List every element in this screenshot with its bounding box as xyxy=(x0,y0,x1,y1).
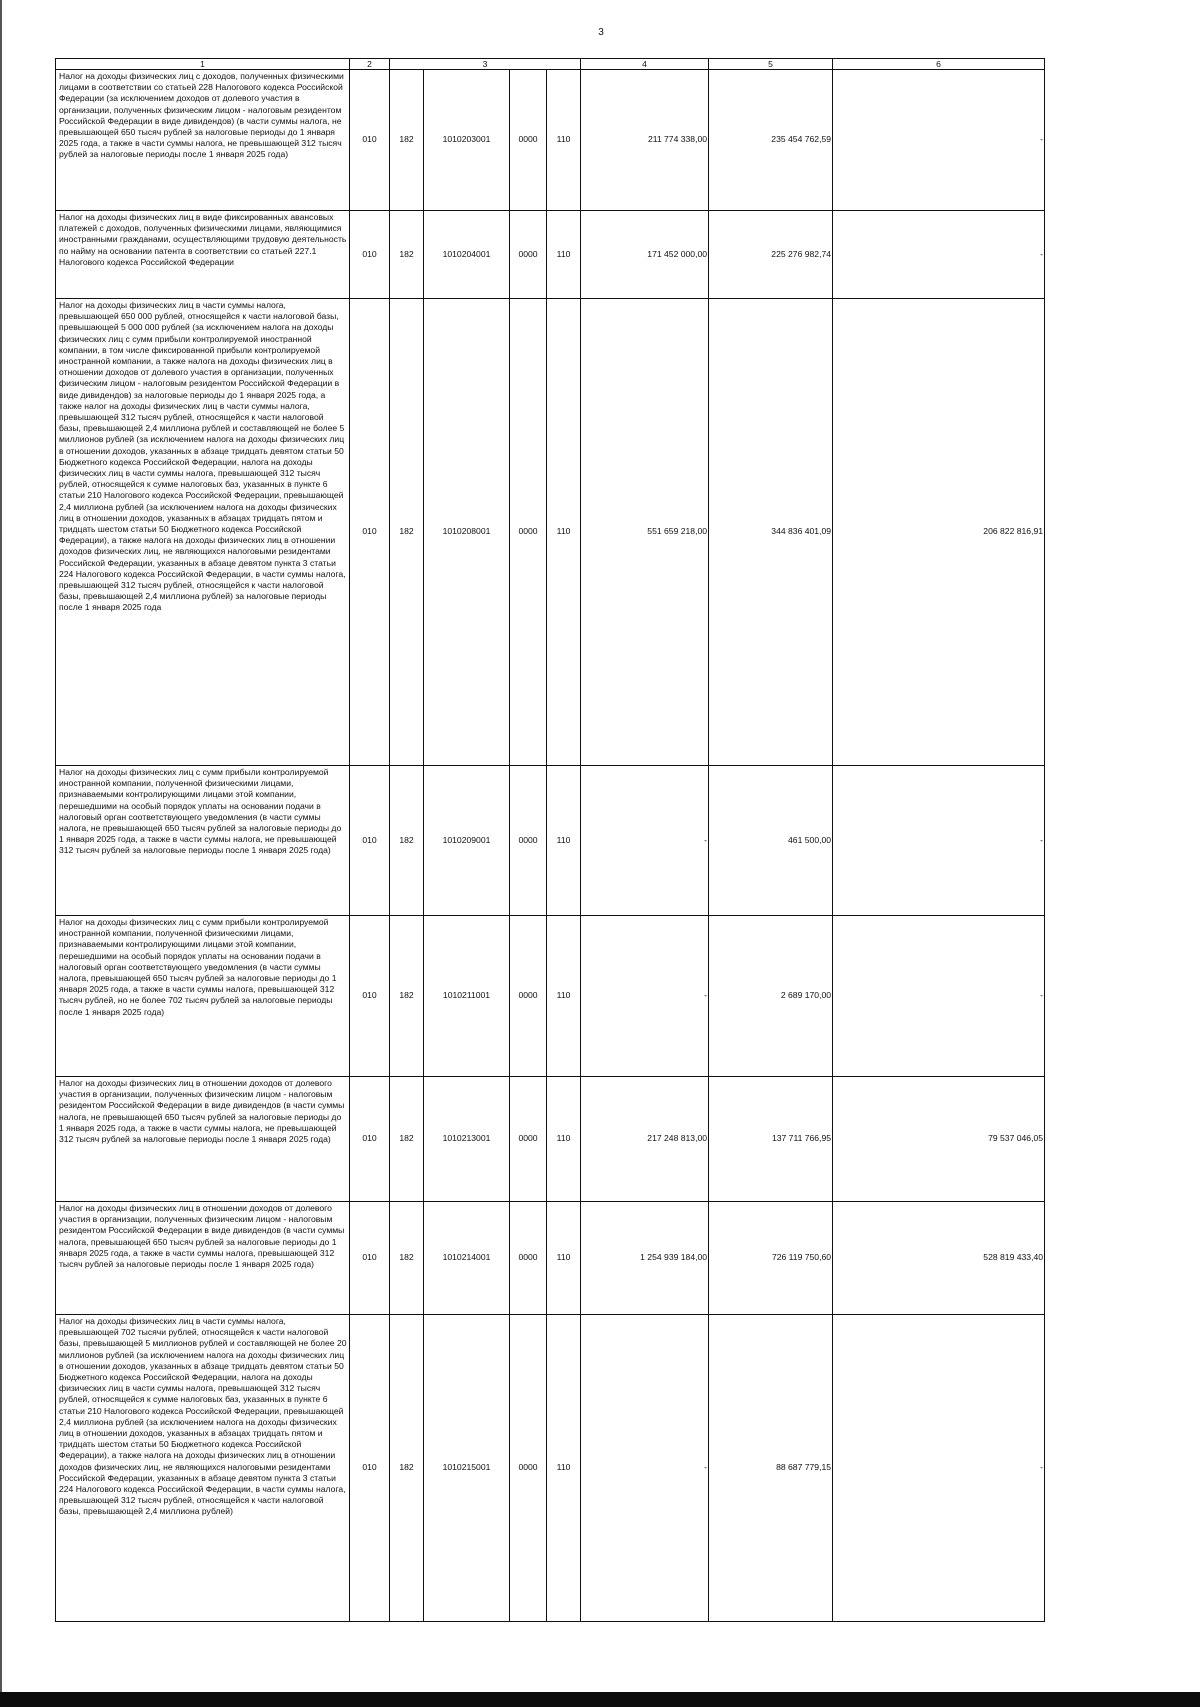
row-kosgu-code: 110 xyxy=(547,299,581,766)
row-planned-value: - xyxy=(581,1315,709,1622)
table-row xyxy=(56,70,1045,211)
row-line-code: 010 xyxy=(350,766,390,916)
row-planned-value: 551 659 218,00 xyxy=(581,299,709,766)
row-kbk-code: 1010209001 xyxy=(424,766,510,916)
header-cell-6: 6 xyxy=(833,59,1045,70)
row-remaining-value: - xyxy=(833,1315,1045,1622)
table-row xyxy=(56,766,1045,916)
row-line-code: 010 xyxy=(350,916,390,1077)
row-executed-value: 2 689 170,00 xyxy=(709,916,833,1077)
row-remaining-value: 528 819 433,40 xyxy=(833,1202,1045,1315)
row-line-code: 010 xyxy=(350,299,390,766)
row-planned-value: - xyxy=(581,766,709,916)
row-planned-value: - xyxy=(581,916,709,1077)
page-number: 3 xyxy=(598,27,604,38)
table-row xyxy=(56,299,1045,766)
row-program-code: 0000 xyxy=(510,70,547,211)
row-description: Налог на доходы физических лиц в части суммы налога, превышающей 702 тысячи рублей, относящейся к части налоговой базы, превышающей 5 миллионов рублей и составляющей не более 20 миллионов рублей (за исключением налога на доходы физических лиц в отношении доходов, указанных в абзаце тридцать девятом статьи 50 Бюджетного кодекса Российской Федерации, налога на доходы физических лиц в части суммы налога, превышающей 312 тысяч рублей, относящейся к сумме налоговых баз, указанных в пункте 6 статьи 210 Налогового кодекса Российской Федерации, превышающей 2,4 миллиона рублей (за исключением налога на доходы физических лиц в отношении доходов, указанных в абзацах тридцать пятом и тридцать шестом статьи 50 Бюджетного кодекса Российской Федерации), а также налога на доходы физических лиц в отношении доходов физических лиц, не являющихся налоговыми резидентами Российской Федерации, указанных в абзаце девятом пункта 3 статьи 224 Налогового кодекса Российской Федерации, в части суммы налога, превышающей 312 тысяч рублей, относящейся к части налоговой базы, превышающей 2,4 миллиона рублей) xyxy=(56,1315,350,1622)
row-program-code: 0000 xyxy=(510,766,547,916)
row-executed-value: 225 276 982,74 xyxy=(709,211,833,299)
row-program-code: 0000 xyxy=(510,1077,547,1202)
row-line-code: 010 xyxy=(350,70,390,211)
row-line-code: 010 xyxy=(350,1077,390,1202)
row-admin-code: 182 xyxy=(390,211,424,299)
scan-left-edge xyxy=(0,0,2,1707)
row-kbk-code: 1010204001 xyxy=(424,211,510,299)
row-kosgu-code: 110 xyxy=(547,211,581,299)
row-kosgu-code: 110 xyxy=(547,766,581,916)
row-executed-value: 726 119 750,60 xyxy=(709,1202,833,1315)
row-program-code: 0000 xyxy=(510,211,547,299)
row-admin-code: 182 xyxy=(390,70,424,211)
row-kosgu-code: 110 xyxy=(547,1077,581,1202)
table-row xyxy=(56,1077,1045,1202)
row-program-code: 0000 xyxy=(510,1315,547,1622)
row-program-code: 0000 xyxy=(510,1202,547,1315)
row-planned-value: 211 774 338,00 xyxy=(581,70,709,211)
header-row xyxy=(56,59,1045,70)
row-admin-code: 182 xyxy=(390,1077,424,1202)
row-description: Налог на доходы физических лиц с доходов, полученных физическими лицами в соответствии со статьей 228 Налогового кодекса Российской Федерации (за исключением доходов от долевого участия в организации, полученных физическим лицом - налоговым резидентом Российской Федерации в виде дивидендов) (в части суммы налога, не превышающей 650 тысяч рублей за налоговые периоды до 1 января 2025 года, а также в части суммы налога, не превышающей 312 тысяч рублей за налоговые периоды после 1 января 2025 года) xyxy=(56,70,350,211)
row-description: Налог на доходы физических лиц в отношении доходов от долевого участия в организации, полученных физическим лицом - налоговым резидентом Российской Федерации в виде дивидендов (в части суммы налога, не превышающей 650 тысяч рублей за налоговые периоды до 1 января 2025 года, а также в части суммы налога, не превышающей 312 тысяч рублей за налоговые периоды после 1 января 2025 года) xyxy=(56,1077,350,1202)
header-cell-5: 5 xyxy=(709,59,833,70)
header-cell-4: 4 xyxy=(581,59,709,70)
header-cell-3: 3 xyxy=(390,59,581,70)
row-planned-value: 217 248 813,00 xyxy=(581,1077,709,1202)
header-cell-1: 1 xyxy=(56,59,350,70)
row-executed-value: 137 711 766,95 xyxy=(709,1077,833,1202)
row-executed-value: 344 836 401,09 xyxy=(709,299,833,766)
row-kbk-code: 1010213001 xyxy=(424,1077,510,1202)
row-admin-code: 182 xyxy=(390,1315,424,1622)
row-kbk-code: 1010211001 xyxy=(424,916,510,1077)
row-kbk-code: 1010203001 xyxy=(424,70,510,211)
table-body xyxy=(56,59,1045,1622)
row-planned-value: 1 254 939 184,00 xyxy=(581,1202,709,1315)
row-description: Налог на доходы физических лиц с сумм прибыли контролируемой иностранной компании, полученной физическими лицами, признаваемыми контролирующими лицами этой компании, перешедшими на особый порядок уплаты на основании подачи в налоговый орган соответствующего уведомления (в части суммы налога, превышающей 650 тысяч рублей за налоговые периоды до 1 января 2025 года, а также в части суммы налога, превышающей 312 тысяч рублей, но не более 702 тысяч рублей за налоговые периоды после 1 января 2025 года) xyxy=(56,916,350,1077)
row-admin-code: 182 xyxy=(390,299,424,766)
scan-bottom-edge xyxy=(0,1692,1200,1707)
row-remaining-value: - xyxy=(833,70,1045,211)
row-executed-value: 88 687 779,15 xyxy=(709,1315,833,1622)
row-kosgu-code: 110 xyxy=(547,1315,581,1622)
row-admin-code: 182 xyxy=(390,916,424,1077)
row-program-code: 0000 xyxy=(510,299,547,766)
table-row xyxy=(56,1315,1045,1622)
row-remaining-value: - xyxy=(833,766,1045,916)
row-remaining-value: 79 537 046,05 xyxy=(833,1077,1045,1202)
row-kbk-code: 1010215001 xyxy=(424,1315,510,1622)
revenue-table xyxy=(55,58,1045,1622)
table-row xyxy=(56,1202,1045,1315)
row-admin-code: 182 xyxy=(390,1202,424,1315)
row-kosgu-code: 110 xyxy=(547,1202,581,1315)
row-kosgu-code: 110 xyxy=(547,916,581,1077)
row-remaining-value: - xyxy=(833,211,1045,299)
table-row xyxy=(56,916,1045,1077)
row-description: Налог на доходы физических лиц в отношении доходов от долевого участия в организации, полученных физическим лицом - налоговым резидентом Российской Федерации в виде дивидендов (в части суммы налога, превышающей 650 тысяч рублей за налоговые периоды до 1 января 2025 года, а также в части суммы налога, превышающей 312 тысяч рублей за налоговые периоды после 1 января 2025 года) xyxy=(56,1202,350,1315)
row-planned-value: 171 452 000,00 xyxy=(581,211,709,299)
row-description: Налог на доходы физических лиц в виде фиксированных авансовых платежей с доходов, полученных физическими лицами, являющимися иностранными гражданами, осуществляющими трудовую деятельность по найму на основании патента в соответствии со статьей 227.1 Налогового кодекса Российской Федерации xyxy=(56,211,350,299)
row-program-code: 0000 xyxy=(510,916,547,1077)
row-kosgu-code: 110 xyxy=(547,70,581,211)
row-admin-code: 182 xyxy=(390,766,424,916)
header-cell-2: 2 xyxy=(350,59,390,70)
row-remaining-value: 206 822 816,91 xyxy=(833,299,1045,766)
table-row xyxy=(56,211,1045,299)
row-kbk-code: 1010214001 xyxy=(424,1202,510,1315)
row-line-code: 010 xyxy=(350,1202,390,1315)
row-remaining-value: - xyxy=(833,916,1045,1077)
row-line-code: 010 xyxy=(350,211,390,299)
row-line-code: 010 xyxy=(350,1315,390,1622)
row-description: Налог на доходы физических лиц с сумм прибыли контролируемой иностранной компании, полученной физическими лицами, признаваемыми контролирующими лицами этой компании, перешедшими на особый порядок уплаты на основании подачи в налоговый орган соответствующего уведомления (в части суммы налога, не превышающей 650 тысяч рублей за налоговые периоды до 1 января 2025 года, а также в части суммы налога, не превышающей 312 тысяч рублей за налоговые периоды после 1 января 2025 года) xyxy=(56,766,350,916)
row-kbk-code: 1010208001 xyxy=(424,299,510,766)
row-description: Налог на доходы физических лиц в части суммы налога, превышающей 650 000 рублей, относящейся к части налоговой базы, превышающей 5 000 000 рублей (за исключением налога на доходы физических лиц с сумм прибыли контролируемой иностранной компании, в том числе фиксированной прибыли контролируемой иностранной компании, а также налога на доходы физических лиц в отношении доходов от долевого участия в организации, полученных физическим лицом - налоговым резидентом Российской Федерации в виде дивидендов) за налоговые периоды до 1 января 2025 года, а также налог на доходы физических лиц в части суммы налога, превышающей 312 тысяч рублей, относящейся к части налоговой базы, превышающей 2,4 миллиона рублей и составляющей не более 5 миллионов рублей (за исключением налога на доходы физических лиц в отношении доходов, указанных в абзаце тридцать девятом статьи 50 Бюджетного кодекса Российской Федерации, налога на доходы физических лиц в части суммы налога, превышающей 312 тысяч рублей, относящейся к сумме налоговых баз, указанных в пункте 6 статьи 210 Налогового кодекса Российской Федерации, превышающей 2,4 миллиона рублей (за исключением налога на доходы физических лиц в отношении доходов, указанных в абзацах тридцать пятом и тридцать шестом статьи 50 Бюджетного кодекса Российской Федерации), а также налога на доходы физических лиц в отношении доходов физических лиц, не являющихся налоговыми резидентами Российской Федерации, указанных в абзаце девятом пункта 3 статьи 224 Налогового кодекса Российской Федерации, в части суммы налога, превышающей 312 тысяч рублей, относящейся к части налоговой базы, превышающей 2,4 миллиона рублей) за налоговые периоды после 1 января 2025 года xyxy=(56,299,350,766)
row-executed-value: 235 454 762,59 xyxy=(709,70,833,211)
row-executed-value: 461 500,00 xyxy=(709,766,833,916)
